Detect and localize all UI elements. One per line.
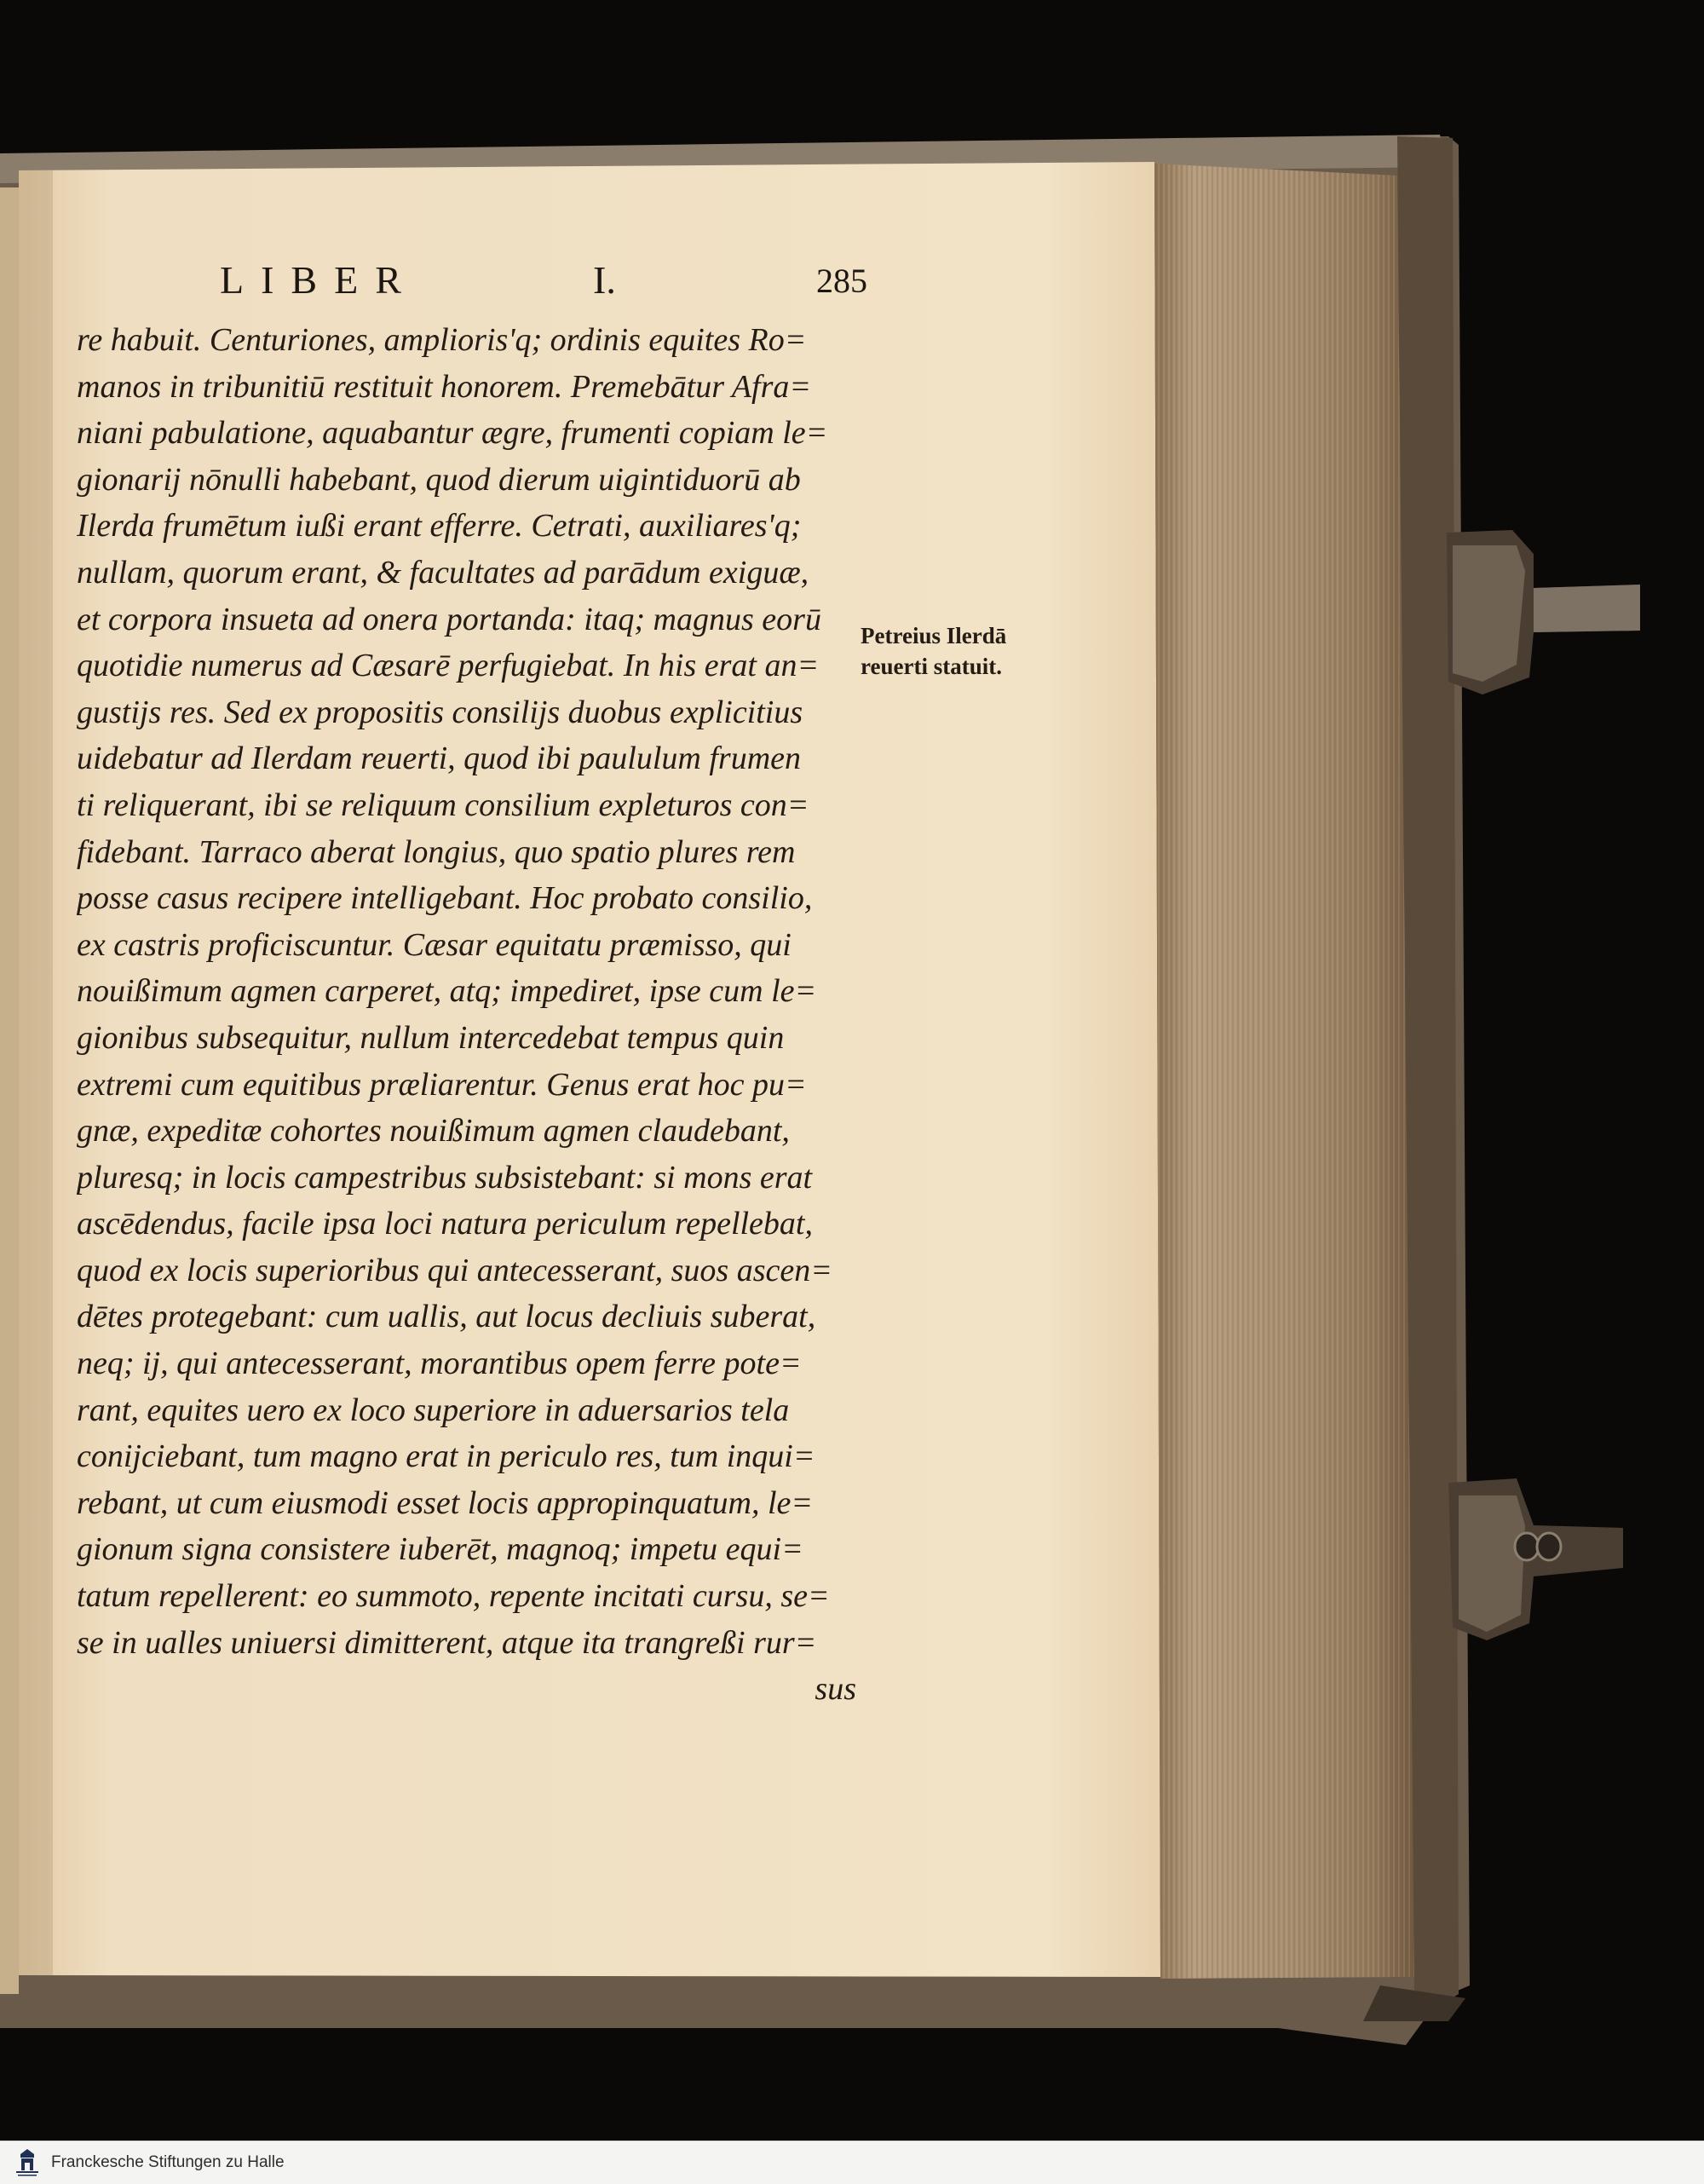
text-line: rebant, ut cum eiusmodi esset locis appropinquatum, le= [77,1484,814,1521]
text-line: quod ex locis superioribus qui antecesserant, suos ascen= [77,1252,832,1288]
text-line: conijciebant, tum magno erat in periculo res, tum inqui= [77,1438,815,1475]
text-line: gustijs res. Sed ex propositis consilijs duobus explicitius [77,694,803,730]
footer-label: Franckesche Stiftungen zu Halle [51,2153,285,2171]
text-line: ex castris proficiscuntur. Cæsar equitatu præmisso, qui [77,926,792,963]
text-line: nouißimum agmen carperet, atq; impediret, ipse cum le= [77,973,817,1010]
text-line: gionarij nōnulli habebant, quod dierum uigintiduorū ab [77,461,801,498]
text-line: pluresq; in locis campestribus subsistebant: si mons erat [77,1159,813,1196]
text-line: gnæ, expeditæ cohortes nouißimum agmen claudebant, [77,1113,790,1150]
text-line: dētes protegebant: cum uallis, aut locus decliuis suberat, [77,1299,816,1335]
running-head: LIBER [220,258,418,302]
text-line: tatum repellerent: eo summoto, repente incitati cursu, se= [77,1578,830,1615]
marginal-note-line: reuerti statuit. [861,654,1002,679]
text-line: nullam, quorum erant, & facultates ad parādum exiguæ, [77,554,809,591]
text-line: fidebant. Tarraco aberat longius, quo spatio plures rem [77,833,796,870]
text-line: et corpora insueta ad onera portanda: itaq; magnus eorū [77,601,821,637]
text-line: niani pabulatione, aquabantur ægre, frumenti copiam le= [77,415,828,452]
marginal-note-line: Petreius Ilerdā [861,623,1007,648]
text-line: se in ualles uniuersi dimitterent, atque ita trangreßi rur= [77,1624,817,1661]
text-line: extremi cum equitibus præliarentur. Genus erat hoc pu= [77,1066,807,1103]
book-number: I. [593,258,616,302]
catchword: sus [815,1671,856,1708]
footer-bar [0,2141,1704,2184]
text-line: neq; ij, qui antecesserant, morantibus opem ferre pote= [77,1346,802,1382]
text-line: manos in tribunitiū restituit honorem. Premebātur Afra= [77,368,811,405]
text-line: Ilerda frumētum iußi erant efferre. Cetrati, auxiliares'q; [77,508,802,545]
text-line: gionibus subsequitur, nullum intercedebat tempus quin [77,1019,785,1056]
text-line: gionum signa consistere iuberēt, magnoq; impetu equi= [77,1531,803,1568]
foundation-logo-icon [12,2147,43,2179]
text-line: posse casus recipere intelligebant. Hoc probato consilio, [77,880,813,917]
body-text [77,317,856,1713]
text-line: re habuit. Centuriones, amplioris'q; ordinis equites Ro= [77,322,807,358]
text-line: ti reliquerant, ibi se reliquum consilium expleturos con= [77,787,809,823]
text-line: ascēdendus, facile ipsa loci natura periculum repellebat, [77,1206,813,1242]
marginal-note [861,620,1056,682]
text-line: rant, equites uero ex loco superiore in aduersarios tela [77,1392,790,1428]
text-line: uidebatur ad Ilerdam reuerti, quod ibi paululum frumen [77,740,802,777]
text-line: quotidie numerus ad Cæsarē perfugiebat. In his erat an= [77,648,820,684]
page-number: 285 [816,262,867,300]
